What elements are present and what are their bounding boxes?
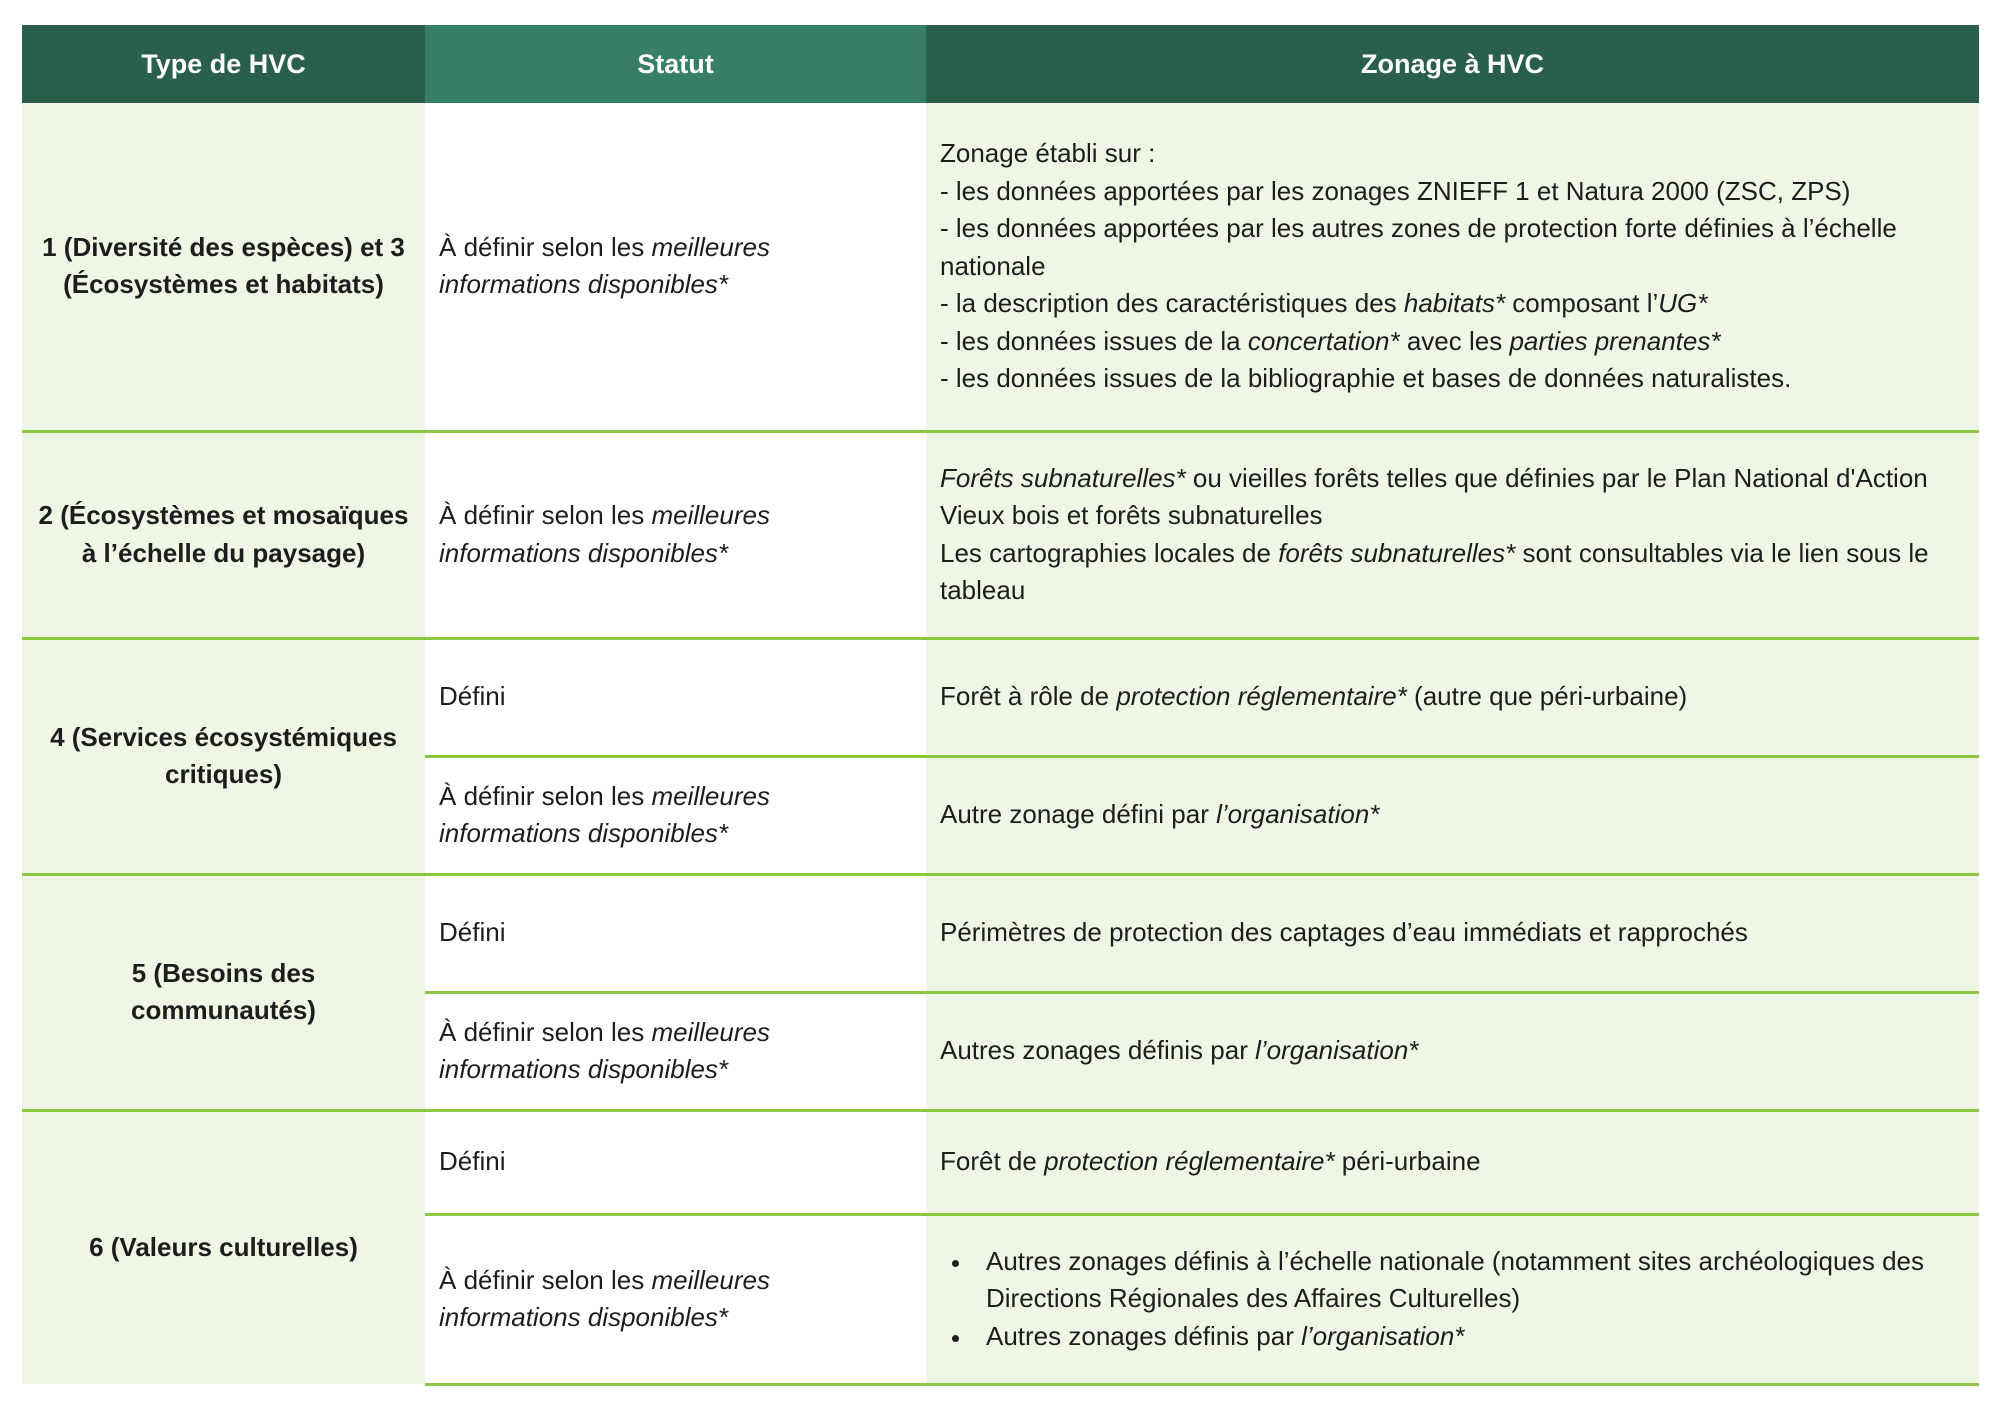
table-row bbox=[22, 638, 1979, 756]
zonage-line bbox=[940, 535, 1965, 610]
text: Autres zonages définis par bbox=[940, 1035, 1256, 1066]
text: Autre zonage défini par bbox=[940, 799, 1217, 830]
statut-italic: meilleures informations disponibles* bbox=[439, 231, 770, 300]
zonage-line bbox=[940, 285, 1965, 323]
text: sont consultables via le lien sous le tableau bbox=[940, 537, 1929, 605]
term: Forêts subnaturelles* bbox=[940, 462, 1186, 493]
term: forêts subnaturelles* bbox=[1278, 537, 1516, 568]
text: - les données issues de la bbox=[940, 325, 1248, 356]
list-item bbox=[972, 1318, 1965, 1356]
zonage-line: Zonage établi sur : bbox=[940, 138, 1156, 168]
statut-cell: Défini bbox=[425, 1110, 926, 1214]
statut-cell bbox=[425, 1214, 926, 1384]
statut-italic: meilleures informations disponibles* bbox=[439, 1016, 770, 1084]
header-statut: Statut bbox=[425, 25, 926, 103]
header-row bbox=[22, 25, 1979, 103]
zonage-line: - les données issues de la bibliographie et bases de données naturalistes. bbox=[940, 363, 1792, 393]
statut-text: À définir selon les bbox=[439, 780, 652, 811]
zonage-cell bbox=[926, 638, 1979, 756]
term: parties prenantes* bbox=[1509, 325, 1721, 356]
type-cell: 5 (Besoins des communautés) bbox=[22, 874, 425, 1110]
term: habitats* bbox=[1403, 288, 1506, 318]
zonage-cell bbox=[926, 431, 1979, 638]
type-cell: 1 (Diversité des espèces) et 3 (Écosystèmes et habitats) bbox=[22, 103, 425, 431]
zonage-cell bbox=[926, 103, 1979, 431]
statut-cell: Défini bbox=[425, 874, 926, 992]
table-row bbox=[22, 103, 1979, 431]
table-row bbox=[22, 1110, 1979, 1214]
zonage-line bbox=[940, 323, 1965, 361]
text: (autre que péri-urbaine) bbox=[1406, 681, 1688, 712]
hvc-table bbox=[22, 25, 1979, 1386]
zonage-line bbox=[940, 460, 1965, 535]
statut-text: À définir selon les bbox=[439, 500, 652, 530]
term: UG* bbox=[1658, 288, 1708, 318]
header-zonage: Zonage à HVC bbox=[926, 25, 1979, 103]
text: ou vieilles forêts telles que définies par le Plan National d'Action Vieux bois et forêts subnaturelles bbox=[940, 462, 1928, 530]
statut-italic: meilleures informations disponibles* bbox=[439, 500, 770, 568]
type-cell: 4 (Services écosystémiques critiques) bbox=[22, 638, 425, 874]
bullet-list bbox=[940, 1243, 1965, 1356]
type-cell: 2 (Écosystèmes et mosaïques à l’échelle du paysage) bbox=[22, 431, 425, 638]
term: concertation* bbox=[1247, 325, 1400, 356]
statut-text: À définir selon les bbox=[439, 231, 652, 262]
table-row bbox=[22, 431, 1979, 638]
text: péri-urbaine bbox=[1334, 1146, 1481, 1177]
header-type: Type de HVC bbox=[22, 25, 425, 103]
term: l’organisation* bbox=[1301, 1320, 1465, 1351]
term: l’organisation* bbox=[1255, 1035, 1419, 1066]
statut-italic: meilleures informations disponibles* bbox=[439, 780, 770, 848]
text: - la description des caractéristiques des bbox=[940, 288, 1404, 318]
statut-cell bbox=[425, 756, 926, 874]
zonage-cell bbox=[926, 1214, 1979, 1384]
term: protection réglementaire* bbox=[1044, 1146, 1335, 1177]
table-row bbox=[22, 874, 1979, 992]
zonage-cell: Périmètres de protection des captages d’eau immédiats et rapprochés bbox=[926, 874, 1979, 992]
text: Les cartographies locales de bbox=[940, 537, 1279, 568]
statut-cell: Défini bbox=[425, 638, 926, 756]
statut-text: À définir selon les bbox=[439, 1016, 652, 1047]
type-cell: 6 (Valeurs culturelles) bbox=[22, 1110, 425, 1384]
zonage-line: - les données apportées par les autres zones de protection forte définies à l’échelle nationale bbox=[940, 213, 1897, 281]
text: Forêt à rôle de bbox=[940, 681, 1117, 712]
statut-cell bbox=[425, 431, 926, 638]
zonage-line: - les données apportées par les zonages ZNIEFF 1 et Natura 2000 (ZSC, ZPS) bbox=[940, 175, 1851, 206]
zonage-cell bbox=[926, 1110, 1979, 1214]
zonage-cell bbox=[926, 756, 1979, 874]
text: avec les bbox=[1399, 325, 1510, 356]
text: Forêt de bbox=[940, 1146, 1045, 1177]
list-item: • Autres zonages définis à l’échelle nationale (notamment sites archéologiques des Directions Régionales des Affaires Culturelles) bbox=[972, 1243, 1965, 1318]
term: l’organisation* bbox=[1216, 799, 1380, 830]
statut-text: À définir selon les bbox=[439, 1264, 652, 1295]
statut-cell bbox=[425, 103, 926, 431]
zonage-cell bbox=[926, 992, 1979, 1110]
statut-italic: meilleures informations disponibles* bbox=[439, 1264, 770, 1332]
statut-cell bbox=[425, 992, 926, 1110]
text: composant l’ bbox=[1505, 288, 1659, 318]
text: Autres zonages définis par bbox=[986, 1320, 1302, 1351]
term: protection réglementaire* bbox=[1116, 681, 1407, 712]
